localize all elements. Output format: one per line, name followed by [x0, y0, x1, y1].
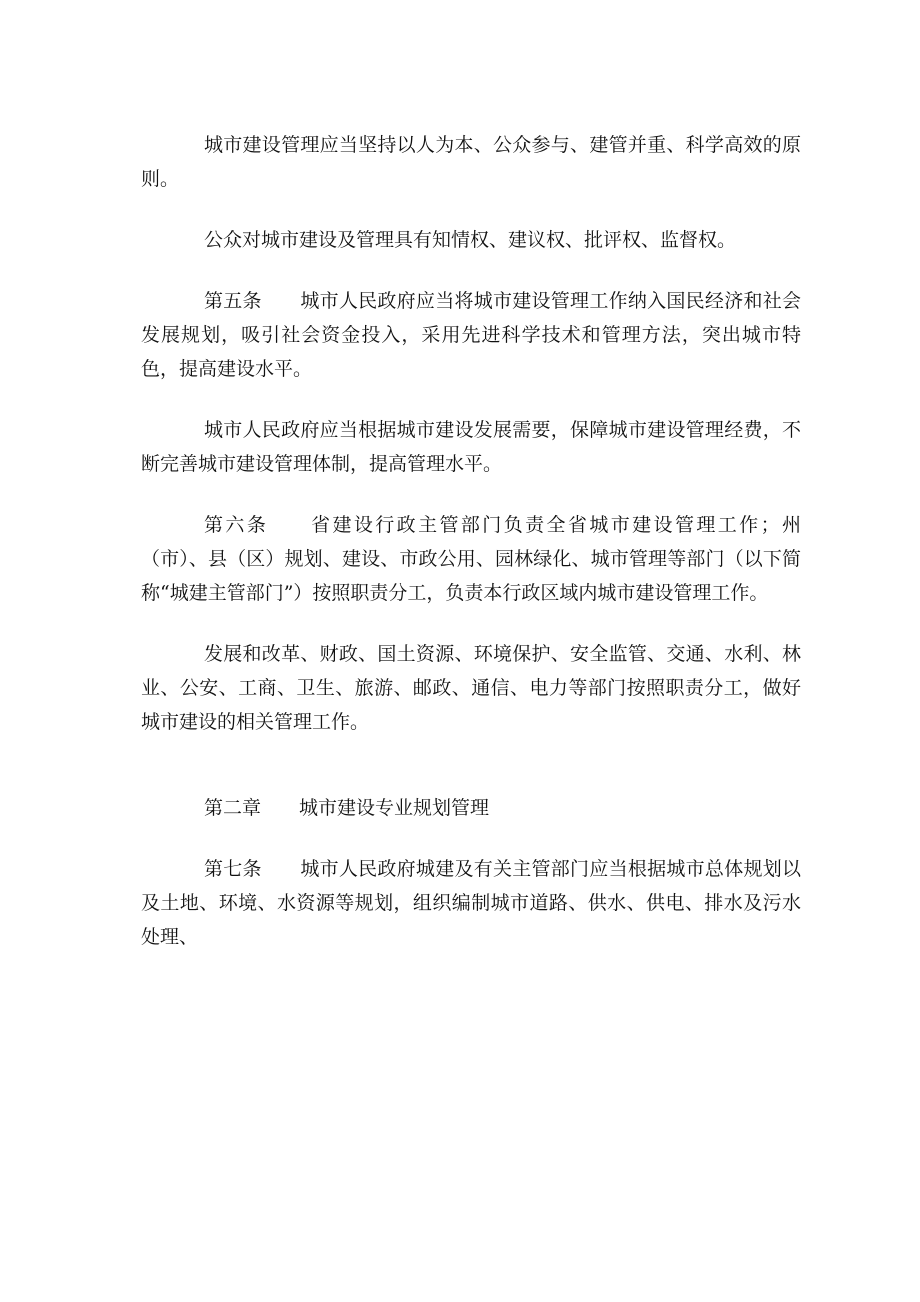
chapter-heading: 第二章 城市建设专业规划管理 — [204, 797, 490, 819]
document-body — [141, 128, 801, 981]
paragraph-departments: 发展和改革、财政、国土资源、环境保护、安全监管、交通、水利、林业、公安、工商、卫生、旅游、邮政、通信、电力等部门按照职责分工，做好城市建设的相关管理工作。 — [141, 643, 801, 733]
article-7: 第七条 城市人民政府城建及有关主管部门应当根据城市总体规划以及土地、环境、水资源等规划，组织编制城市道路、供水、供电、排水及污水处理、 — [141, 858, 801, 948]
paragraph-public-rights: 公众对城市建设及管理具有知情权、建议权、批评权、监督权。 — [204, 229, 737, 251]
paragraph-funding: 城市人民政府应当根据城市建设发展需要，保障城市建设管理经费，不断完善城市建设管理体制，提高管理水平。 — [141, 419, 801, 475]
article-5: 第五条 城市人民政府应当将城市建设管理工作纳入国民经济和社会发展规划，吸引社会资金投入，采用先进科学技术和管理方法，突出城市特色，提高建设水平。 — [141, 290, 801, 380]
article-6: 第六条 省建设行政主管部门负责全省城市建设管理工作；州（市）、县（区）规划、建设、市政公用、园林绿化、城市管理等部门（以下简称“城建主管部门”）按照职责分工，负责本行政区域内城市建设管理工作。 — [141, 514, 801, 604]
paragraph-principles: 城市建设管理应当坚持以人为本、公众参与、建管并重、科学高效的原则。 — [141, 134, 801, 190]
